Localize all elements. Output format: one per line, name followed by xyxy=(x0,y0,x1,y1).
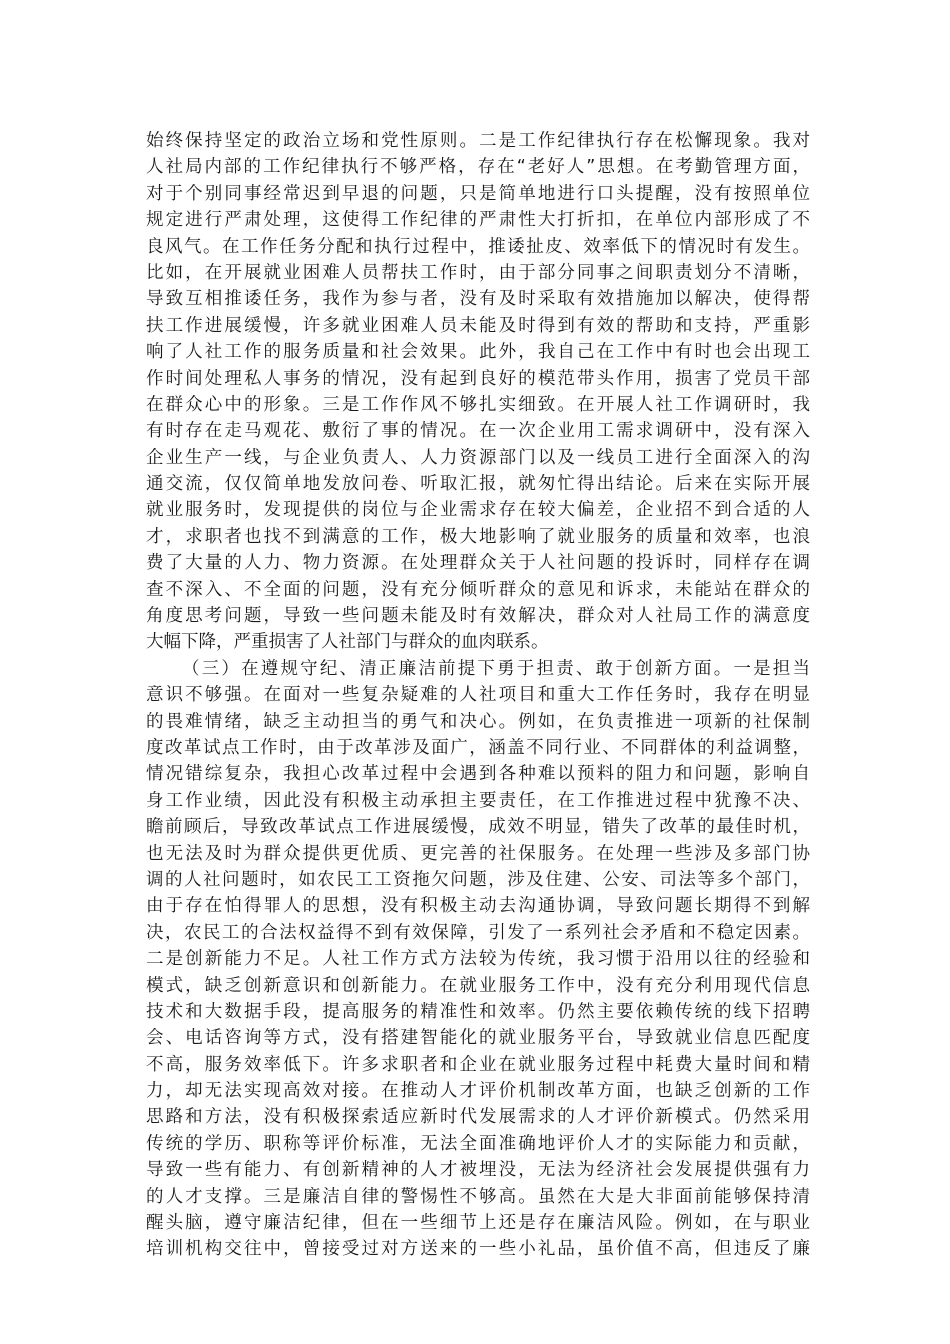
text-line: 导致互相推诿任务，我作为参与者，没有及时采取有效措施加以解决，使得帮 xyxy=(146,289,810,310)
text-line: 扶工作进展缓慢，许多就业困难人员未能及时得到有效的帮助和支持，严重影 xyxy=(146,315,810,336)
text-line: 思路和方法，没有积极探索适应新时代发展需求的人才评价新模式。仍然采用 xyxy=(146,1107,810,1128)
text-line: 规定进行严肃处理，这使得工作纪律的严肃性大打折扣，在单位内部形成了不 xyxy=(146,210,810,231)
text-line: 的人才支撑。三是廉洁自律的警惕性不够高。虽然在大是大非面前能够保持清 xyxy=(146,1186,810,1207)
text-line: 决，农民工的合法权益得不到有效保障，引发了一系列社会矛盾和不稳定因素。 xyxy=(146,922,810,943)
document-body xyxy=(146,128,810,1263)
text-line: 始终保持坚定的政治立场和党性原则。二是工作纪律执行存在松懈现象。我对 xyxy=(146,131,810,151)
text-line: 比如，在开展就业困难人员帮扶工作时，由于部分同事之间职责划分不清晰， xyxy=(146,262,810,283)
text-line: 角度思考问题，导致一些问题未能及时有效解决，群众对人社局工作的满意度 xyxy=(146,606,810,627)
paragraph-2 xyxy=(146,656,810,1263)
text-line: 会、电话咨询等方式，没有搭建智能化的就业服务平台，导致就业信息匹配度 xyxy=(146,1028,810,1049)
text-line: 在群众心中的形象。三是工作作风不够扎实细致。在开展人社工作调研时，我 xyxy=(146,394,810,415)
text-line: 力，却无法实现高效对接。在推动人才评价机制改革方面，也缺乏创新的工作 xyxy=(146,1081,810,1102)
text-line: 也无法及时为群众提供更优质、更完善的社保服务。在处理一些涉及多部门协 xyxy=(146,843,810,864)
text-line: 才，求职者也找不到满意的工作，极大地影响了就业服务的质量和效率，也浪 xyxy=(146,526,810,547)
text-line: 良风气。在工作任务分配和执行过程中，推诿扯皮、效率低下的情况时有发生。 xyxy=(146,236,810,257)
text-line: 不高，服务效率低下。许多求职者和企业在就业服务过程中耗费大量时间和精 xyxy=(146,1054,810,1075)
text-line: 响了人社工作的服务质量和社会效果。此外，我自己在工作中有时也会出现工 xyxy=(146,342,810,363)
text-line: 对于个别同事经常迟到早退的问题，只是简单地进行口头提醒，没有按照单位 xyxy=(146,183,810,204)
text-line: 二是创新能力不足。人社工作方式方法较为传统，我习惯于沿用以往的经验和 xyxy=(146,949,810,970)
text-line: 大幅下降，严重损害了人社部门与群众的血肉联系。 xyxy=(146,632,549,653)
text-line: 企业生产一线，与企业负责人、人力资源部门以及一线员工进行全面深入的沟 xyxy=(146,447,810,468)
text-line: 身工作业绩，因此没有积极主动承担主要责任，在工作推进过程中犹豫不决、 xyxy=(146,790,810,811)
text-line: 通交流，仅仅简单地发放问卷、听取汇报，就匆忙得出结论。后来在实际开展 xyxy=(146,474,810,495)
text-line: 调的人社问题时，如农民工工资拖欠问题，涉及住建、公安、司法等多个部门， xyxy=(146,869,810,890)
text-line: 费了大量的人力、物力资源。在处理群众关于人社问题的投诉时，同样存在调 xyxy=(146,553,810,574)
text-line: 有时存在走马观花、敷衍了事的情况。在一次企业用工需求调研中，没有深入 xyxy=(146,421,810,442)
text-line: 由于存在怕得罪人的思想，没有积极主动去沟通协调，导致问题长期得不到解 xyxy=(146,896,810,917)
text-line: （三）在遵规守纪、清正廉洁前提下勇于担责、敢于创新方面。一是担当 xyxy=(182,658,810,679)
text-line: 就业服务时，发现提供的岗位与企业需求存在较大偏差，企业招不到合适的人 xyxy=(146,500,810,521)
text-line: 人社局内部的工作纪律执行不够严格，存在“老好人”思想。在考勤管理方面， xyxy=(146,157,810,178)
text-line: 的畏难情绪，缺乏主动担当的勇气和决心。例如，在负责推进一项新的社保制 xyxy=(146,711,810,732)
text-line: 培训机构交往中，曾接受过对方送来的一些小礼品，虽价值不高，但违反了廉 xyxy=(146,1239,810,1260)
text-line: 意识不够强。在面对一些复杂疑难的人社项目和重大工作任务时，我存在明显 xyxy=(146,685,810,706)
text-line: 查不深入、不全面的问题，没有充分倾听群众的意见和诉求，未能站在群众的 xyxy=(146,579,810,600)
text-line: 技术和大数据手段，提高服务的精准性和效率。仍然主要依赖传统的线下招聘 xyxy=(146,1001,810,1022)
text-line: 模式，缺乏创新意识和创新能力。在就业服务工作中，没有充分利用现代信息 xyxy=(146,975,810,996)
paragraph-1 xyxy=(146,128,810,656)
text-line: 度改革试点工作时，由于改革涉及面广，涵盖不同行业、不同群体的利益调整， xyxy=(146,737,810,758)
text-line: 传统的学历、职称等评价标准，无法全面准确地评价人才的实际能力和贡献， xyxy=(146,1133,810,1154)
text-line: 瞻前顾后，导致改革试点工作进展缓慢，成效不明显，错失了改革的最佳时机， xyxy=(146,817,810,838)
text-line: 醒头脑，遵守廉洁纪律，但在一些细节上还是存在廉洁风险。例如，在与职业 xyxy=(146,1213,810,1234)
text-line: 作时间处理私人事务的情况，没有起到良好的模范带头作用，损害了党员干部 xyxy=(146,368,810,389)
text-line: 导致一些有能力、有创新精神的人才被埋没，无法为经济社会发展提供强有力 xyxy=(146,1160,810,1181)
text-line: 情况错综复杂，我担心改革过程中会遇到各种难以预料的阻力和问题，影响自 xyxy=(146,764,810,785)
